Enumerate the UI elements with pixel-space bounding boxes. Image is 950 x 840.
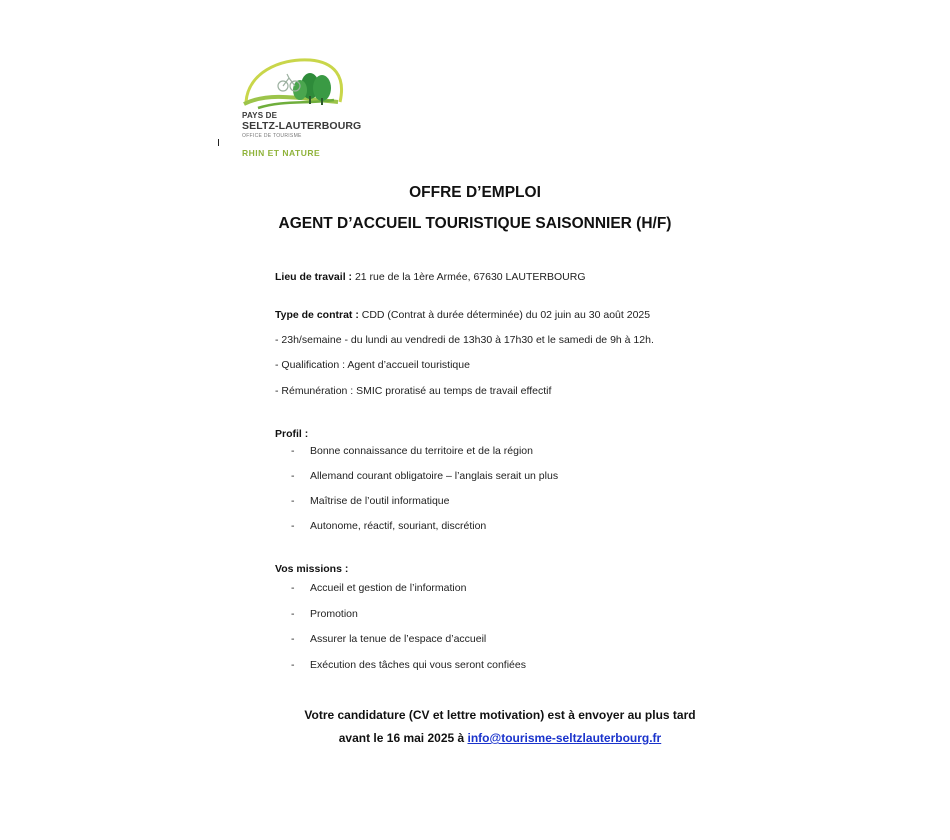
mission-item: - Exécution des tâches qui vous seront confiées <box>291 659 526 671</box>
hours-line: - 23h/semaine - du lundi au vendredi de 13h30 à 17h30 et le samedi de 9h à 12h. <box>275 334 654 346</box>
workplace-label: Lieu de travail : <box>275 271 353 283</box>
profil-heading: Profil : <box>275 428 309 440</box>
contract-value: CDD (Contrat à durée déterminée) du 02 juin au 30 août 2025 <box>358 309 651 321</box>
profil-item: - Maîtrise de l’outil informatique <box>291 495 450 507</box>
mission-item: - Accueil et gestion de l’information <box>291 582 467 594</box>
profil-item: - Bonne connaissance du territoire et de la région <box>291 445 533 457</box>
salary-line: - Rémunération : SMIC proratisé au temps de travail effectif <box>275 385 552 397</box>
margin-mark <box>218 139 219 146</box>
tree-river-logo-icon <box>238 56 378 116</box>
missions-heading: Vos missions : <box>275 563 349 575</box>
mission-item: - Promotion <box>291 608 358 620</box>
profil-item: - Autonome, réactif, souriant, discrétion <box>291 520 487 532</box>
contact-email-link[interactable]: info@tourisme-seltzlauterbourg.fr <box>467 731 662 745</box>
logo-office-text: OFFICE DE TOURISME <box>242 133 302 139</box>
qualification-line: - Qualification : Agent d’accueil touristique <box>275 359 470 371</box>
application-deadline <box>0 731 950 745</box>
contract-label: Type de contrat : <box>275 309 359 321</box>
application-instructions: Votre candidature (CV et lettre motivation) est à envoyer au plus tard <box>304 708 696 722</box>
mission-item: - Assurer la tenue de l’espace d’accueil <box>291 633 487 645</box>
logo-pays-text: PAYS DE <box>242 111 278 120</box>
job-title: AGENT D’ACCUEIL TOURISTIQUE SAISONNIER (H/F) <box>278 215 672 232</box>
logo-tagline: RHIN ET NATURE <box>242 148 321 158</box>
logo-name-text: SELTZ-LAUTERBOURG <box>242 120 362 132</box>
profil-item: - Allemand courant obligatoire – l’anglais serait un plus <box>291 470 559 482</box>
workplace-line <box>275 271 585 283</box>
deadline-text: avant le 16 mai 2025 à <box>338 731 468 745</box>
workplace-value: 21 rue de la 1ère Armée, 67630 LAUTERBOURG <box>352 271 586 283</box>
office-de-tourisme-logo <box>238 56 378 160</box>
contract-line <box>275 309 650 321</box>
offer-title: OFFRE D’EMPLOI <box>409 184 541 201</box>
